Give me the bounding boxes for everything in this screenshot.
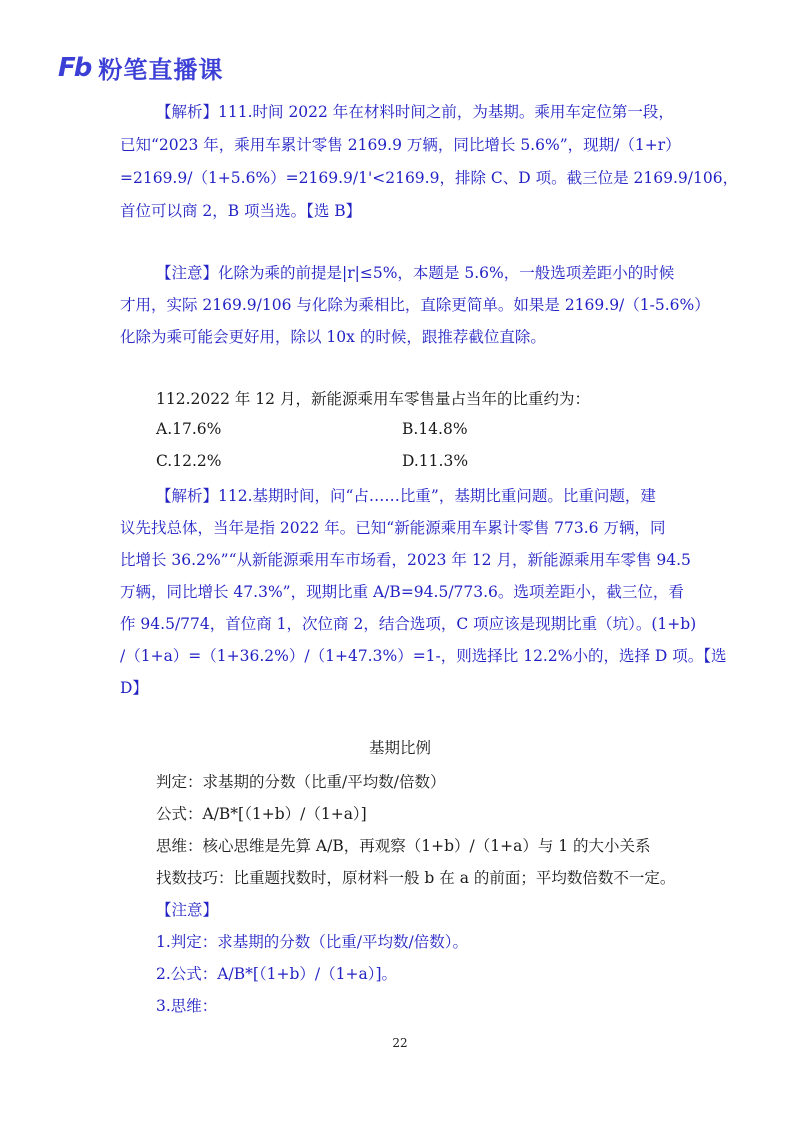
- question-112-stem: 112.2022 年 12 月，新能源乘用车零售量占当年的比重约为：: [156, 390, 590, 408]
- section-note-item-1: 1.判定：求基期的分数（比重/平均数/倍数）。: [156, 933, 468, 951]
- rule-formula: 公式：A/B*[（1+b）/（1+a）]: [156, 805, 367, 823]
- fenbi-logo-icon: Fb: [58, 52, 91, 83]
- analysis-112-line-2: 议先找总体，当年是指 2022 年。已知“新能源乘用车累计零售 773.6 万辆，同: [120, 519, 666, 537]
- page-number: 22: [392, 1036, 408, 1050]
- section-note-item-2: 2.公式：A/B*[（1+b）/（1+a）]。: [156, 965, 398, 983]
- analysis-111-line-1: 【解析】111.时间 2022 年在材料时间之前，为基期。乘用车定位第一段，: [156, 103, 674, 121]
- note-line-2: 才用，实际 2169.9/106 与化除为乘相比，直除更简单。如果是 2169.9/（1-5.6%）: [120, 296, 710, 314]
- analysis-112-line-7: D】: [120, 679, 148, 697]
- analysis-112-line-3: 比增长 36.2%”“从新能源乘用车市场看，2023 年 12 月，新能源乘用车零售 94.5: [120, 551, 691, 569]
- section-title: 基期比例: [368, 739, 431, 757]
- analysis-111-line-2: 已知“2023 年，乘用车累计零售 2169.9 万辆，同比增长 5.6%”，现期/（1+r）: [120, 136, 681, 154]
- brand-name: 粉笔直播课: [98, 56, 224, 84]
- section-note-heading: 【注意】: [156, 901, 219, 919]
- note-line-3: 化除为乘可能会更好用，除以 10x 的时候，跟推荐截位直除。: [120, 328, 546, 346]
- analysis-111-line-4: 首位可以商 2，B 项当选。【选 B】: [120, 202, 362, 220]
- analysis-112-line-6: /（1+a）=（1+36.2%）/（1+47.3%）=1-，则选择比 12.2%小的，选择 D 项。【选: [120, 647, 727, 665]
- analysis-111-line-3: =2169.9/（1+5.6%）=2169.9/1'<2169.9，排除 C、D 项。截三位是 2169.9/106，: [120, 169, 739, 187]
- rule-thinking: 思维：核心思维是先算 A/B，再观察（1+b）/（1+a）与 1 的大小关系: [156, 837, 651, 855]
- rule-tip: 找数技巧：比重题找数时，原材料一般 b 在 a 的前面；平均数倍数不一定。: [156, 869, 676, 887]
- option-c: C.12.2%: [156, 452, 222, 470]
- option-a: A.17.6%: [156, 420, 222, 438]
- analysis-112-line-1: 【解析】112.基期时间，问“占……比重”，基期比重问题。比重问题，建: [156, 487, 656, 505]
- note-line-1: 【注意】化除为乘的前提是|r|≤5%，本题是 5.6%，一般选项差距小的时候: [156, 264, 675, 282]
- brand-header: [58, 50, 223, 85]
- option-b: B.14.8%: [402, 420, 468, 438]
- option-d: D.11.3%: [402, 452, 469, 470]
- rule-judgement: 判定：求基期的分数（比重/平均数/倍数）: [156, 773, 446, 791]
- analysis-112-line-4: 万辆，同比增长 47.3%”，现期比重 A/B=94.5/773.6。选项差距小，截三位，看: [120, 583, 684, 601]
- analysis-112-line-5: 作 94.5/774，首位商 1，次位商 2，结合选项，C 项应该是现期比重（坑）。(1+b): [120, 615, 697, 633]
- section-note-item-3: 3.思维：: [156, 997, 218, 1015]
